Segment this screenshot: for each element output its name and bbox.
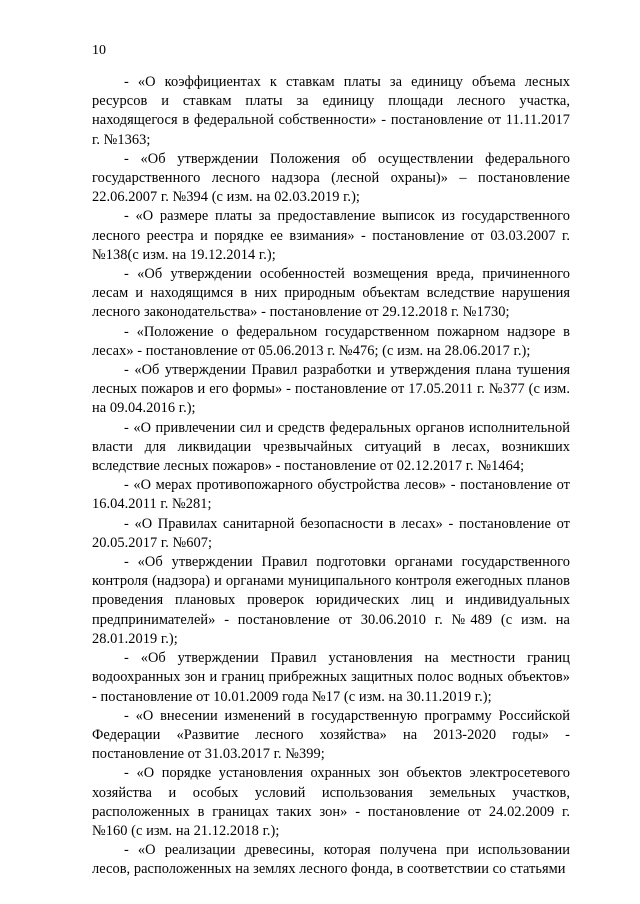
list-item: - «О Правилах санитарной безопасности в лесах» - постановление от 20.05.2017 г. №607; [92, 515, 570, 551]
list-item: - «О коэффициентах к ставкам платы за единицу объема лесных ресурсов и ставкам платы за единицу площади лесного участка, находящегося в федеральной собственности» - постановление от 11.11.2017 г. №1363; [92, 74, 570, 148]
list-item: - «Положение о федеральном государственном пожарном надзоре в лесах» - постановление от 05.06.2013 г. №476; (с изм. на 28.06.2017 г.); [92, 323, 570, 359]
list-item: - «Об утверждении Правил установления на местности границ водоохранных зон и границ прибрежных защитных полос водных объектов» - постановление от 10.01.2009 года №17 (с изм. на 30.11.2019 г.); [92, 650, 570, 705]
list-item: - «Об утверждении Положения об осуществлении федерального государственного лесного надзора (лесной охраны)» – постановление 22.06.2007 г. №394 (с изм. на 02.03.2019 г.); [92, 150, 570, 206]
page-number: 10 [92, 43, 106, 58]
list-item: - «О мерах противопожарного обустройства лесов» - постановление от 16.04.2011 г. №281; [92, 477, 570, 513]
list-item: - «О порядке установления охранных зон объектов электросетевого хозяйства и особых условий использования земельных участков, расположенных в границах таких зон» - постановление от 24.02.2009 г. №160 (с изм. на 21.12.2018 г.); [92, 765, 570, 839]
document-body [92, 73, 570, 880]
list-item: - «О привлечении сил и средств федеральных органов исполнительной власти для ликвидации чрезвычайных ситуаций в лесах, возникших вследствие лесных пожаров» - постановление от 02.12.2017 г. №1464; [92, 419, 570, 475]
list-item: - «О реализации древесины, которая получена при использовании лесов, расположенных на землях лесного фонда, в соответствии со статьями [92, 842, 570, 878]
list-item: - «Об утверждении особенностей возмещения вреда, причиненного лесам и находящимся в них природным объектам вследствие нарушения лесного законодательства» - постановление от 29.12.2018 г. №1730; [92, 266, 570, 321]
list-item: - «О внесении изменений в государственную программу Российской Федерации «Развитие лесного хозяйства» на 2013-2020 годы» - постановление от 31.03.2017 г. №399; [92, 707, 570, 763]
list-item: - «О размере платы за предоставление выписок из государственного лесного реестра и порядке ее взимания» - постановление от 03.03.2007 г. №138(с изм. на 19.12.2014 г.); [92, 208, 570, 263]
list-item: - «Об утверждении Правил разработки и утверждения плана тушения лесных пожаров и его формы» - постановление от 17.05.2011 г. №377 (с изм. на 09.04.2016 г.); [92, 362, 570, 417]
list-item: - «Об утверждении Правил подготовки органами государственного контроля (надзора) и органами муниципального контроля ежегодных планов проведения плановых проверок юридических лиц и индивидуальных предпринимателей» - постановление от 30.06.2010 г. №489 (с изм. на 28.01.2019 г.); [92, 554, 570, 647]
